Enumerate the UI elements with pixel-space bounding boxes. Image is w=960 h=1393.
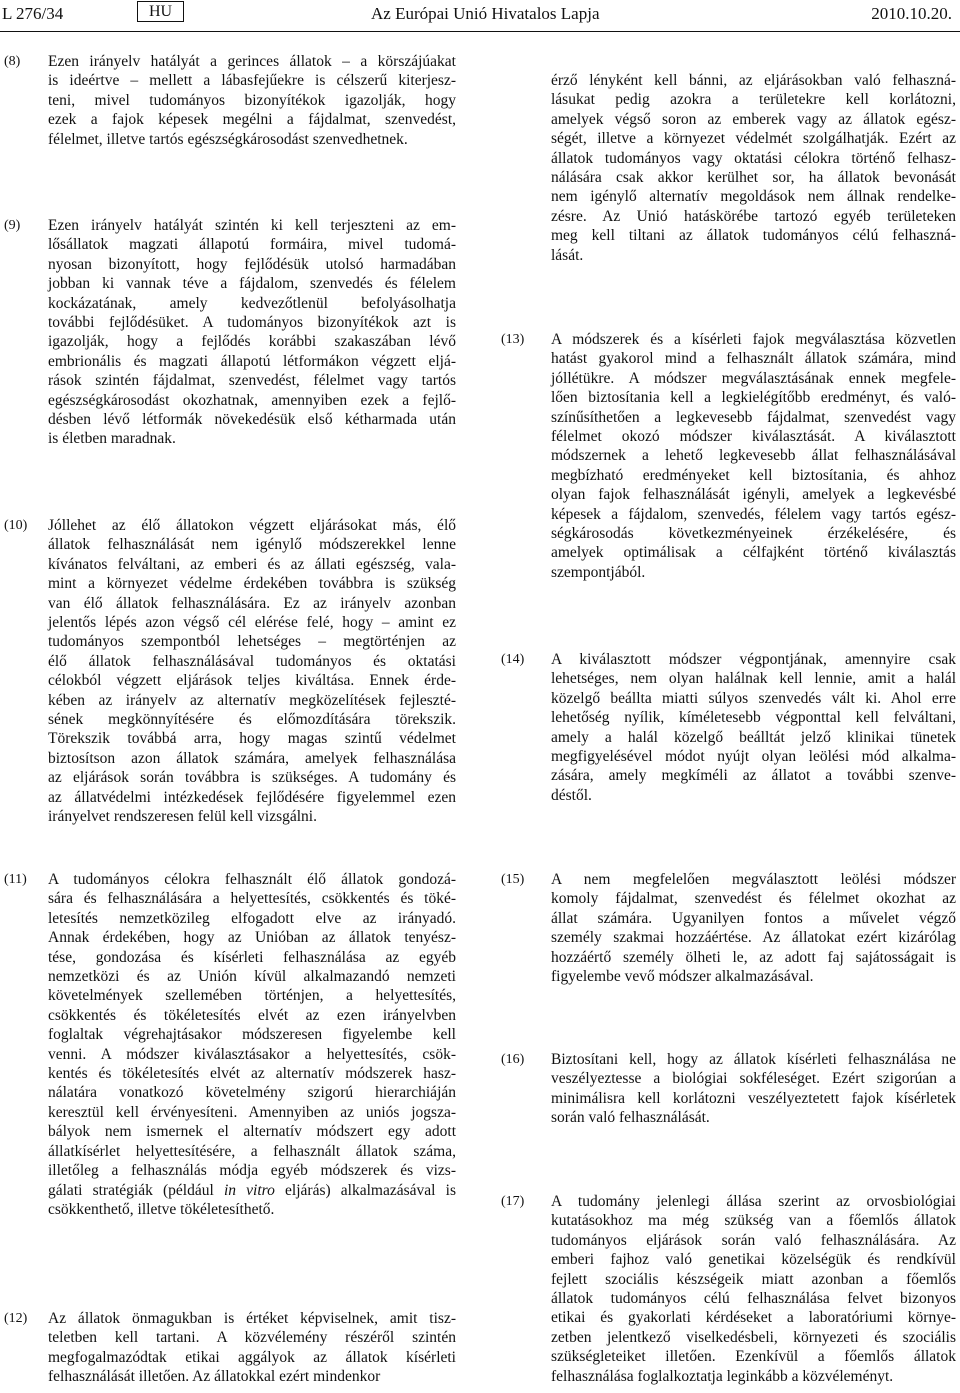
text-line — [551, 226, 956, 245]
text-fragment: foglaltak végrehajtásakor módszeresen figyelembe kell — [48, 1026, 456, 1044]
text-line — [48, 1309, 456, 1328]
text-fragment: gálati stratégiák (például — [48, 1181, 224, 1199]
text-line — [551, 563, 956, 582]
text-line — [551, 466, 956, 485]
text-fragment: mint a környezet védelme érdekében továbbra is szükség — [48, 575, 456, 593]
text-fragment: illetőleg a felhasználás módja egyéb módszerek és vizs- — [48, 1162, 456, 1180]
text-line — [48, 110, 456, 129]
text-line — [48, 352, 456, 371]
text-fragment: van élő állatok felhasználására. Ez az irányelv azonban — [48, 594, 456, 612]
text-line — [48, 1142, 456, 1161]
text-fragment: lásukat pedig azokra a területekre kell korlátozni, — [551, 91, 956, 109]
text-fragment: emberi fajhoz való genetikai közelségük és rendkívül — [551, 1251, 956, 1269]
recital-number: (15) — [501, 872, 525, 887]
text-fragment: venni. A módszer kiválasztásakor a helyettesítés, csök- — [48, 1045, 456, 1063]
text-fragment: érző lényként kell bánni, az eljárásokban való felhaszná- — [551, 72, 956, 89]
text-fragment: A tudományos célokra felhasznált élő állatok gondozá- — [48, 871, 456, 888]
text-line — [551, 524, 956, 543]
text-line — [48, 768, 456, 787]
text-fragment: felhasználását illetően. Az állatokkal ezért mindenkor — [48, 1368, 381, 1386]
text-line — [48, 313, 456, 332]
text-fragment: lehetséges, nem olyan halálnak kell lennie, amit a halál — [551, 670, 956, 688]
text-fragment: tudományos eljárások során való felhasználására. Az — [551, 1231, 956, 1249]
text-fragment: keresztül kell érvényesíteni. Amennyiben az uniós jogsza- — [48, 1103, 456, 1121]
text-fragment: állatok tudományos vagy oktatási célokra történő felhasz- — [551, 149, 956, 167]
text-fragment: letesítés nemzetközileg elfogadott elve az irányadó. — [48, 909, 456, 927]
text-fragment: állatok tudományos célú felhasználása felvet bizonyos — [551, 1290, 956, 1308]
text-line — [551, 1211, 956, 1230]
text-fragment: minimálisra kell korlátozni veszélyeztetett fajok kísérletek — [551, 1089, 956, 1107]
text-line — [48, 948, 456, 967]
text-line — [551, 689, 956, 708]
text-line — [48, 294, 456, 313]
text-line — [48, 1083, 456, 1102]
text-line — [48, 71, 456, 90]
text-fragment: Az állatok önmagukban is értéket képviselnek, amit tisz- — [48, 1310, 456, 1327]
text-fragment: célokból végzett eljárások teljes kiváltása. Ennek érde- — [48, 672, 456, 690]
recital-number: (14) — [501, 652, 525, 667]
text-fragment: embrionális és magzati állapotú létformákon végzett eljá- — [48, 352, 456, 370]
text-fragment: módszernek a lehető legkevesebb állat felhasználásával — [551, 447, 956, 465]
text-line — [48, 749, 456, 768]
text-fragment: nyosan bizonyított, hogy fejlődésük utolsó harmadában — [48, 255, 456, 273]
text-fragment: A kiválasztott módszer végpontjának, amennyire csak — [551, 651, 956, 668]
text-fragment: A nem megfelelően megválasztott leölési módszer — [551, 871, 956, 888]
recital-14 — [501, 650, 956, 805]
text-line — [48, 391, 456, 410]
text-fragment: amelyek optimálisak a célfajként történő kiválasztás — [551, 544, 956, 562]
text-line — [551, 928, 956, 947]
text-fragment: felhasználása foglalkoztatja leginkább a közvéleményt. — [551, 1367, 894, 1385]
text-line — [551, 1192, 956, 1211]
text-fragment: hozzáértő személy ölheti le, az adott faj sajátosságait is — [551, 948, 956, 966]
text-line — [551, 708, 956, 727]
text-fragment: zésre. Az Unió hatáskörébe tartozó egyéb területeken — [551, 207, 956, 225]
recital-body — [48, 1309, 456, 1387]
text-fragment: meg kell tiltani az állatok tudományos célú felhaszná- — [551, 227, 956, 245]
text-fragment: biztosítson azon állatok számára, amelyek felhasználása — [48, 749, 456, 767]
text-fragment: zetben jelentkező viselkedésbeli, környezeti és szociális — [551, 1328, 956, 1346]
text-line — [551, 330, 956, 349]
text-fragment: állat számára. Ugyanilyen fontos a művelet végző — [551, 909, 956, 927]
recital-number: (8) — [4, 54, 21, 69]
text-line — [48, 574, 456, 593]
recital-9 — [4, 216, 456, 449]
text-fragment: tése, gondozása és kísérleti felhasználása az egyéb — [48, 948, 456, 966]
text-fragment: ségkárosodás következményeinek érzékelésére, és — [551, 525, 956, 543]
recital-number: (17) — [501, 1194, 525, 1209]
text-fragment: állatkísérlet helyettesítésére, a felhasznált állatok száma, — [48, 1142, 456, 1160]
text-fragment: rások szintén fájdalmat, szenvedést, félelmet vagy tartós — [48, 372, 456, 390]
text-fragment: bályok nem ismernek el alternatív módszert egy adott — [48, 1123, 456, 1141]
text-line — [551, 187, 956, 206]
text-line — [551, 1250, 956, 1269]
text-line — [551, 388, 956, 407]
text-fragment: kockázatának, amely kedvezőtlenül befolyásolhatja — [48, 294, 456, 312]
text-fragment: amely a halál közelgő beálltát jelző klinikai tünetek — [551, 728, 956, 746]
text-fragment: komoly fájdalmat, szenvedést és félelmet okozhat az — [551, 890, 956, 908]
text-fragment: Biztosítani kell, hogy az állatok kísérleti felhasználása ne — [551, 1051, 956, 1068]
text-fragment: során való felhasználását. — [551, 1109, 710, 1127]
header-rule — [0, 31, 960, 32]
text-fragment: désben lévő létformák növekedésük első kétharmada után — [48, 411, 456, 429]
text-line — [551, 543, 956, 562]
text-fragment: megbízható eredményeket kell biztosítania, és ahhoz — [551, 466, 956, 484]
text-line — [48, 429, 456, 448]
text-fragment: lehetőség nyílik, kíméletesebb végponttal kell felváltani, — [551, 709, 956, 727]
text-fragment: jelentős lépés azon végső cél elérése felé, hogy – amint ez — [48, 614, 456, 632]
recital-body — [551, 650, 956, 805]
recital-body — [48, 52, 456, 149]
text-line — [48, 1328, 456, 1347]
text-fragment: igazolják, hogy a fejlődés korábbi szakaszában lévő — [48, 333, 456, 351]
recital-body — [551, 330, 956, 582]
recital-13 — [501, 330, 956, 582]
text-line — [551, 149, 956, 168]
recital-number: (12) — [4, 1311, 28, 1326]
text-fragment: Annak érdekében, hogy az Unióban az állatok tenyész- — [48, 929, 456, 947]
text-line — [551, 1328, 956, 1347]
text-fragment: A módszerek és a kísérleti fajok megválasztása közvetlen — [551, 331, 956, 348]
text-line — [551, 747, 956, 766]
text-line — [551, 90, 956, 109]
text-fragment: jóllétükre. A módszer megválasztásának ennek megfele- — [551, 369, 956, 387]
text-fragment: nemzetközi és az Unión kívül alkalmazandó nemzeti — [48, 968, 456, 986]
recital-body — [551, 870, 956, 986]
recital-12 — [4, 1309, 456, 1387]
language-badge: HU — [137, 1, 184, 22]
text-line — [551, 1050, 956, 1069]
text-line — [48, 1161, 456, 1180]
text-fragment: sára és felhasználására a helyettesítés, csökkentés és töké- — [48, 890, 456, 908]
recital-16 — [501, 1050, 956, 1128]
text-fragment: szempontjából. — [551, 563, 646, 581]
text-line — [48, 889, 456, 908]
text-fragment: kívánatos felváltani, az emberi és az állati egészség, vala- — [48, 555, 456, 573]
text-fragment: ségét, illetve a környezet védelmét szolgálhatják. Ezért az — [551, 130, 956, 148]
recital-number: (16) — [501, 1052, 525, 1067]
text-line — [551, 889, 956, 908]
text-line — [48, 216, 456, 235]
text-line — [551, 1089, 956, 1108]
recital-body — [551, 71, 956, 265]
text-fragment: nálatára vonatkozó követelmény szigorú hierarchiáján — [48, 1084, 456, 1102]
recital-number: (10) — [4, 518, 28, 533]
text-fragment: is életben maradnak. — [48, 430, 176, 448]
text-line — [551, 246, 956, 265]
text-line — [48, 1045, 456, 1064]
text-line — [551, 1231, 956, 1250]
text-fragment: is ideértve – mellett a lábasfejűekre is célszerű kiterjesz- — [48, 72, 456, 90]
text-fragment: szükségleteiket illetően. Ezenkívül a főemlős állatok — [551, 1348, 956, 1366]
text-fragment: kében az irányelv az alternatív megközelítések fejleszté- — [48, 691, 456, 709]
text-line — [48, 1122, 456, 1141]
text-fragment: állatok felhasználását nem igénylő módszerekkel lenne — [48, 536, 456, 554]
text-fragment: megfigyelésével módot nyújt olyan leölési mód alkalma- — [551, 748, 956, 766]
text-line — [48, 870, 456, 889]
publication-date: 2010.10.20. — [871, 4, 952, 23]
text-fragment: csökkentés és tökéletesítés elvét az ezen irányelvben — [48, 1006, 456, 1024]
text-line — [48, 1348, 456, 1367]
text-fragment: figyelembe vevő módszer alkalmazásával. — [551, 968, 814, 986]
text-fragment: fejlett szociális készségeik miatt azonban a főemlős — [551, 1270, 956, 1288]
text-line — [551, 909, 956, 928]
text-fragment: további fejlődésüket. A tudományos bizonyítékok azt is — [48, 314, 456, 332]
text-line — [48, 555, 456, 574]
text-fragment: az eljárások során továbbra is szükséges. A tudomány és — [48, 769, 456, 787]
text-line — [551, 207, 956, 226]
text-fragment: déstől. — [551, 786, 592, 804]
text-line — [48, 410, 456, 429]
text-line — [551, 669, 956, 688]
text-fragment: egészségkárosodást okozhatnak, amennyiben ezek a fejlő- — [48, 391, 456, 409]
text-fragment: Ezen irányelv hatályát szintén ki kell terjeszteni az em- — [48, 217, 456, 234]
text-line — [551, 1347, 956, 1366]
text-fragment: ezek a fajok képesek megélni a fájdalmat, szenvedést, — [48, 111, 456, 129]
text-line — [551, 427, 956, 446]
text-fragment: zására, amely megkíméli az állatot a további szenve- — [551, 767, 956, 785]
text-line — [48, 130, 456, 149]
text-line — [551, 1308, 956, 1327]
text-fragment: Jóllehet az élő állatokon végzett eljárásokat más, élő — [48, 517, 456, 534]
text-fragment: Törekszik továbbá arra, hogy magas szintű védelmet — [48, 730, 456, 748]
page-reference: L 276/34 — [2, 4, 64, 23]
text-line — [48, 255, 456, 274]
text-fragment: teni, mivel tudományos bizonyítékok igazolják, hogy — [48, 91, 456, 109]
text-fragment: személy szakmai hozzáértése. Az állatokat ezért kizárólag — [551, 929, 956, 947]
text-line — [551, 1367, 956, 1386]
text-line — [48, 928, 456, 947]
text-line — [48, 729, 456, 748]
recital-body — [48, 870, 456, 1219]
text-fragment: félelmet okozó módszer kiválasztását. A kiválasztott — [551, 428, 956, 446]
text-line — [48, 710, 456, 729]
text-fragment: nálására csak akkor kerülhet sor, ha állatok bevonását — [551, 169, 956, 187]
text-fragment: csökkenthető, illetve tökéletesíthető. — [48, 1200, 275, 1218]
text-fragment: teletben kell tartani. A közvélemény részéről szintén — [48, 1329, 456, 1347]
text-line — [551, 1108, 956, 1127]
journal-title: Az Európai Unió Hivatalos Lapja — [371, 4, 600, 23]
text-fragment: félelmet, illetve tartós egészségkárosodást szenvedhetnek. — [48, 130, 408, 148]
text-fragment: etikai és gyakorlati kérdéseket a laboratóriumi környe- — [551, 1309, 956, 1327]
text-fragment: jobban ki vannak téve a fájdalom, szenvedés és félelem — [48, 275, 456, 293]
page-header — [0, 0, 960, 36]
text-line — [48, 1006, 456, 1025]
text-fragment: élő állatok felhasználásával tudományos és oktatási — [48, 652, 456, 670]
text-line — [48, 274, 456, 293]
text-line — [48, 1181, 456, 1200]
text-line — [48, 1103, 456, 1122]
text-line — [48, 91, 456, 110]
recital-12-continued — [551, 71, 956, 265]
recital-body — [551, 1192, 956, 1386]
recital-11 — [4, 870, 456, 1219]
text-line — [551, 650, 956, 669]
text-fragment: az állatvédelmi intézkedések fejlődésére figyelemmel ezen — [48, 788, 456, 806]
text-line — [48, 909, 456, 928]
text-line — [551, 408, 956, 427]
text-line — [551, 129, 956, 148]
text-line — [48, 967, 456, 986]
text-fragment: közelgő beállta miatti súlyos szenvedés vált ki. Ahol erre — [551, 689, 956, 707]
text-fragment: megfogalmazódtak etikai aggályok az állatok kísérleti — [48, 1348, 456, 1366]
recital-15 — [501, 870, 956, 986]
text-line — [48, 986, 456, 1005]
text-line — [48, 652, 456, 671]
text-fragment: kentés és tökéletesítés elvét az alternatív módszerek hasz- — [48, 1065, 456, 1083]
recital-number: (9) — [4, 218, 21, 233]
text-line — [48, 594, 456, 613]
text-line — [48, 1064, 456, 1083]
text-line — [48, 235, 456, 254]
text-fragment: olyan fajok felhasználását igényli, amelyek a legkevésbé — [551, 486, 956, 504]
text-line — [48, 691, 456, 710]
text-line — [551, 786, 956, 805]
text-line — [551, 71, 956, 90]
text-fragment: hatást gyakorol mind a felhasznált állatok számára, mind — [551, 350, 956, 368]
text-line — [48, 632, 456, 651]
text-line — [48, 1025, 456, 1044]
text-line — [48, 516, 456, 535]
text-fragment: képesek a fájdalom, szenvedés, félelem vagy tartós egész- — [551, 505, 956, 523]
text-fragment: nem igénylő alternatív megoldások nem állnak rendelke- — [551, 188, 956, 206]
recital-body — [551, 1050, 956, 1128]
text-line — [48, 371, 456, 390]
text-line — [48, 1367, 456, 1386]
text-line — [551, 1069, 956, 1088]
text-fragment: lően biztosítania kell a legkielégítőbb eredményt, és való- — [551, 389, 956, 407]
text-line — [48, 671, 456, 690]
text-line — [48, 332, 456, 351]
text-line — [551, 168, 956, 187]
recital-number: (13) — [501, 332, 525, 347]
text-line — [551, 967, 956, 986]
text-line — [551, 766, 956, 785]
recital-8 — [4, 52, 456, 149]
recital-17 — [501, 1192, 956, 1386]
text-line — [551, 349, 956, 368]
text-line — [551, 446, 956, 465]
text-fragment: irányelvet rendszeresen felül kell vizsgálni. — [48, 808, 317, 826]
text-line — [551, 1289, 956, 1308]
text-line — [48, 52, 456, 71]
text-line — [551, 369, 956, 388]
text-line — [551, 948, 956, 967]
text-line — [551, 728, 956, 747]
recital-body — [48, 516, 456, 827]
text-fragment: lását. — [551, 246, 584, 264]
text-line — [551, 110, 956, 129]
text-fragment: eljárás) alkalmazásával is — [274, 1181, 456, 1199]
text-line — [48, 535, 456, 554]
italic-term: in vitro — [223, 1181, 275, 1199]
text-fragment: amelyek végső soron az emberek vagy az állatok egész- — [551, 110, 956, 128]
text-fragment: követelmények szellemében történjen, a helyettesítés, — [48, 987, 456, 1005]
text-line — [48, 788, 456, 807]
text-fragment: veszélyeztesse a biológiai sokféleséget. Ezért szigorúan a — [551, 1070, 956, 1088]
text-line — [48, 807, 456, 826]
text-fragment: A tudomány jelenlegi állása szerint az orvosbiológiai — [551, 1193, 956, 1210]
text-line — [48, 613, 456, 632]
text-line — [48, 1200, 456, 1219]
text-fragment: színűsíthetően a legkevesebb fájdalmat, szenvedést vagy — [551, 408, 956, 426]
text-line — [551, 1270, 956, 1289]
recital-number: (11) — [4, 872, 27, 887]
text-fragment: tudományos szempontból lehetséges – megtörténjen az — [48, 633, 456, 651]
text-fragment: sének megkönnyítésére és előmozdítására törekszik. — [48, 711, 456, 729]
recital-10 — [4, 516, 456, 827]
text-line — [551, 870, 956, 889]
recital-body — [48, 216, 456, 449]
text-line — [551, 485, 956, 504]
text-fragment: lősállatok magzati állapotú formáira, mivel tudomá- — [48, 236, 456, 254]
text-fragment: kutatásokhoz ma még szükség van a főemlős állatok — [551, 1212, 956, 1230]
text-fragment: Ezen irányelv hatályát a gerinces állatok – a körszájúakat — [48, 53, 456, 70]
text-line — [551, 505, 956, 524]
